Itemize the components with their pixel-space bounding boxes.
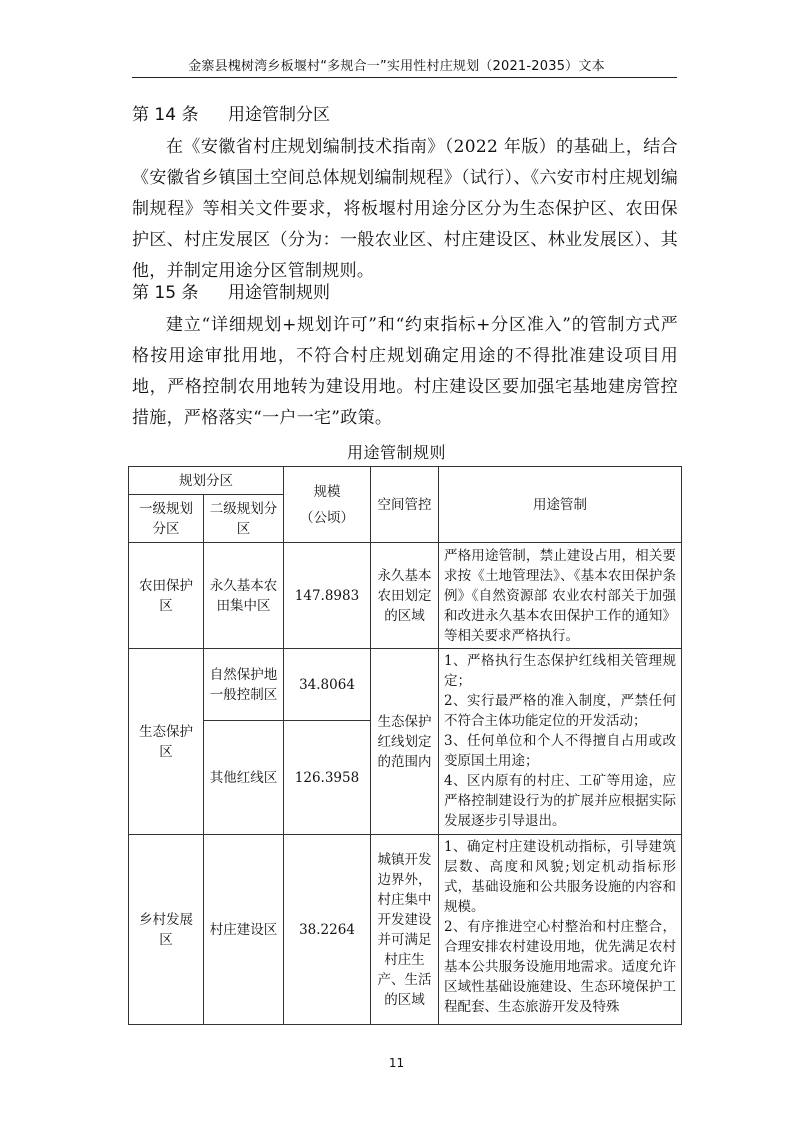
- article-15-body: 建立“详细规划+规划许可”和“约束指标+分区准入”的管制方式严格按用途审批用地，不符合村庄规划确定用途的不得批准建设项目用地，严格控制农用地转为建设用地。村庄建设区要加强宅基地建房管控措施，严格落实“一户一宅”政策。: [132, 315, 678, 428]
- header-scale: [284, 467, 371, 543]
- village-spatial: 城镇开发边界外，村庄集中开发建设并可满足村庄生产、生活的区域: [371, 835, 439, 1025]
- header-scale-label: 规模: [313, 483, 341, 500]
- village-usage-item: 2、有序推进空心村整治和村庄整合，合理安排农村建设用地，优先满足农村基本公共服务设施用地需求。适度允许区域性基础设施建设、生态环境保护工程配套、生态旅游开发及特殊: [444, 919, 676, 1015]
- header-divider: [132, 77, 677, 78]
- ecology-sub1-level2: 自然保护地一般控制区: [204, 649, 284, 721]
- article-15-heading: [132, 278, 330, 303]
- farmland-level1: 农田保护区: [129, 543, 204, 649]
- ecology-level1: 生态保护区: [129, 649, 204, 835]
- farmland-spatial: 永久基本农田划定的区域: [371, 543, 439, 649]
- header-zoning: 规划分区: [129, 467, 284, 495]
- article-15-number: 第 15 条: [132, 283, 199, 303]
- header-scale-unit: （公顷）: [300, 509, 354, 526]
- village-usage-item: 1、确定村庄建设机动指标，引导建筑层数、高度和风貌;划定机动指标形式，基础设施和公共服务设施的内容和规模。: [444, 839, 676, 915]
- village-usage: [439, 835, 682, 1025]
- ecology-spatial: 生态保护红线划定的范围内: [371, 649, 439, 835]
- page-number: 11: [388, 1056, 405, 1070]
- farmland-scale: 147.8983: [284, 543, 371, 649]
- table-row-ecology-1: [129, 649, 682, 721]
- table-header-row: [129, 467, 682, 495]
- ecology-usage-item: 3、任何单位和个人不得擅自占用或改变原国土用途；: [444, 733, 676, 769]
- ecology-usage: [439, 649, 682, 835]
- ecology-usage-item: 1、严格执行生态保护红线相关管理规定；: [444, 653, 676, 689]
- table-caption: 用途管制规则: [346, 443, 446, 462]
- village-scale: 38.2264: [284, 835, 371, 1025]
- article-15-title: 用途管制规则: [228, 283, 330, 303]
- article-14-heading: [132, 100, 330, 125]
- ecology-usage-item: 4、区内原有的村庄、工矿等用途，应严格控制建设行为的扩展并应根据实际发展逐步引导退出。: [444, 773, 676, 829]
- village-level1: 乡村发展区: [129, 835, 204, 1025]
- header-usage: 用途管制: [439, 467, 682, 543]
- article-14-number: 第 14 条: [132, 105, 199, 125]
- running-header: 金寨县槐树湾乡板堰村“多规合一”实用性村庄规划（2021-2035）文本: [188, 59, 605, 74]
- header-level1: 一级规划分区: [129, 495, 204, 543]
- ecology-usage-item: 2、实行最严格的准入制度，严禁任何不符合主体功能定位的开发活动；: [444, 693, 676, 729]
- header-spatial: 空间管控: [371, 467, 439, 543]
- table-row-village: [129, 835, 682, 1025]
- farmland-level2: 永久基本农田集中区: [204, 543, 284, 649]
- ecology-sub2-scale: 126.3958: [284, 721, 371, 835]
- article-14-body: 在《安徽省村庄规划编制技术指南》（2022 年版）的基础上，结合《安徽省乡镇国土空间总体规划编制规程》（试行）、《六安市村庄规划编制规程》等相关文件要求，将板堰村用途分区分为生态保护区、农田保护区、村庄发展区（分为：一般农业区、村庄建设区、林业发展区）、其他，并制定用途分区管制规则。: [132, 137, 678, 281]
- usage-control-table: [128, 466, 682, 1025]
- header-level2: 二级规划分区: [204, 495, 284, 543]
- farmland-usage: 严格用途管制，禁止建设占用，相关要求按《土地管理法》、《基本农田保护条例》《自然资源部 农业农村部关于加强和改进永久基本农田保护工作的通知》等相关要求严格执行。: [439, 543, 682, 649]
- ecology-sub2-level2: 其他红线区: [204, 721, 284, 835]
- ecology-sub1-scale: 34.8064: [284, 649, 371, 721]
- village-level2: 村庄建设区: [204, 835, 284, 1025]
- table-row-farmland: [129, 543, 682, 649]
- article-14-title: 用途管制分区: [228, 105, 330, 125]
